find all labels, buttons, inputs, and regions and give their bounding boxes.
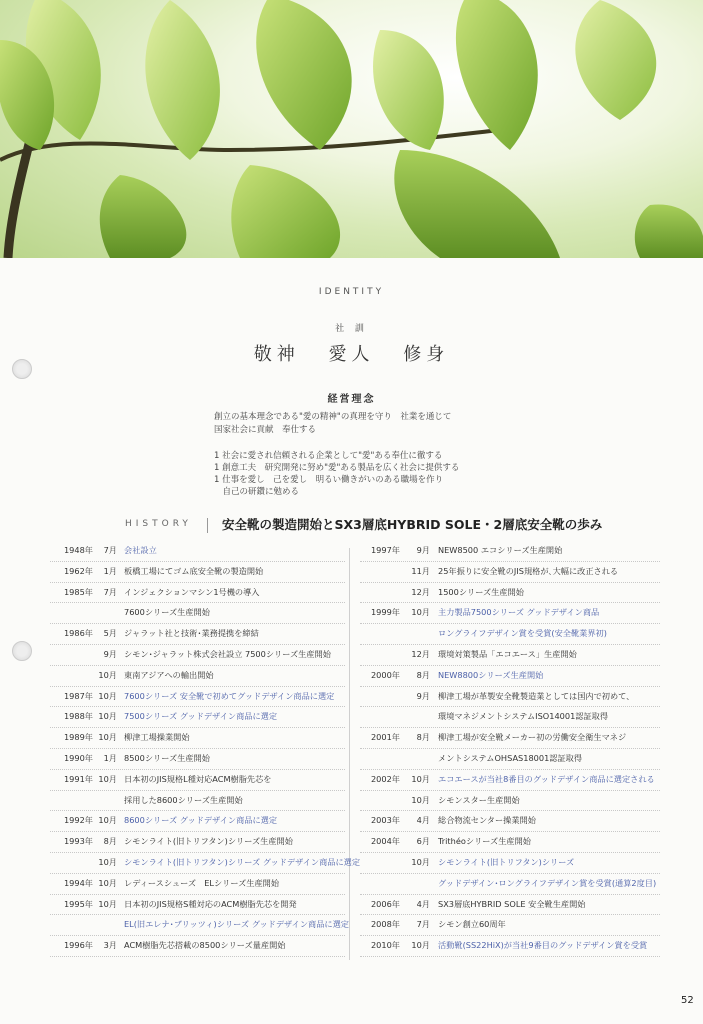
timeline-year: 1962年 (63, 565, 93, 576)
timeline-event: ロングライフデザイン賞を受賞(安全靴業界初) (438, 628, 607, 639)
timeline-row (360, 607, 660, 628)
timeline-month: 9月 (103, 648, 117, 659)
timeline-event: SX3層底HYBRID SOLE 安全靴生産開始 (438, 898, 586, 909)
binder-hole-bottom (12, 641, 32, 661)
timeline-year: 2004年 (370, 836, 400, 847)
timeline-year: 1989年 (63, 732, 93, 743)
timeline-row (50, 691, 345, 712)
timeline-month: 4月 (416, 815, 430, 826)
timeline-month: 10月 (98, 690, 117, 701)
timeline-row (50, 566, 345, 587)
timeline-event: エコエースが当社8番目のグッドデザイン商品に選定される (438, 773, 655, 784)
timeline-month: 12月 (411, 586, 430, 597)
hero-leaf-photo (0, 0, 703, 258)
timeline-row (50, 753, 345, 774)
timeline-row (360, 795, 660, 816)
section-label-identity: IDENTITY (318, 287, 385, 297)
timeline-event: 日本初のJIS規格L種対応ACM樹脂先芯を (124, 773, 272, 784)
timeline-row (360, 919, 660, 940)
timeline-event: 総合物流センター操業開始 (438, 815, 536, 826)
timeline-event: 8600シリーズ グッドデザイン商品に選定 (124, 815, 278, 826)
timeline-row (360, 774, 660, 795)
timeline-year: 2006年 (370, 898, 400, 909)
timeline-month: 12月 (411, 648, 430, 659)
timeline-event: 東南アジアへの輸出開始 (124, 669, 214, 680)
timeline-year: 1995年 (63, 898, 93, 909)
timeline-event: NEW8500 エコシリーズ生産開始 (438, 545, 563, 555)
timeline-row (50, 795, 345, 816)
timeline-event: シモンライト(旧トリフタン)シリーズ グッドデザイン商品に選定 (124, 856, 361, 867)
timeline-row (50, 711, 345, 732)
principle-item: 自己の研鑽に勉める (214, 487, 300, 497)
timeline-year: 2003年 (370, 815, 400, 826)
philosophy-title: 経営理念 (327, 394, 376, 405)
timeline-event: シモン創立60周年 (438, 919, 506, 930)
timeline-event: 日本初のJIS規格S種対応のACM樹脂先芯を開発 (124, 898, 297, 909)
timeline-month: 10月 (411, 794, 430, 805)
timeline-month: 8月 (103, 836, 117, 847)
timeline-row (360, 899, 660, 920)
timeline-event: 柳津工場操業開始 (124, 732, 190, 743)
philosophy-line: 創立の基本理念である"愛の精神"の真理を守り 社業を通じて (214, 412, 452, 422)
timeline-month: 10月 (98, 711, 117, 722)
timeline-month: 10月 (98, 815, 117, 826)
timeline-event: レディースシューズ ELシリーズ生産開始 (124, 877, 280, 888)
timeline-event: 7600シリーズ 安全靴で初めてグッドデザイン商品に選定 (124, 690, 335, 701)
timeline-row (50, 732, 345, 753)
history-divider (207, 518, 208, 533)
timeline-row (360, 878, 660, 899)
timeline-year: 1985年 (63, 586, 93, 597)
timeline-event: 柳津工場が安全靴メーカー初の労働安全衛生マネジ (438, 732, 627, 743)
timeline-row (360, 691, 660, 712)
timeline-year: 1990年 (63, 752, 93, 763)
timeline-event: メントシステムOHSAS18001認証取得 (438, 752, 583, 763)
timeline-month: 11月 (411, 565, 430, 576)
timeline-row (50, 878, 345, 899)
timeline-event: EL(旧エレナ･ブリッツィ)シリーズ グッドデザイン商品に選定 (124, 919, 349, 930)
timeline-month: 7月 (103, 545, 117, 555)
timeline-row (360, 711, 660, 732)
timeline-row (360, 649, 660, 670)
timeline-row (50, 628, 345, 649)
timeline-event: ジャラット社と技術･業務提携を締結 (124, 628, 259, 639)
timeline-year: 1991年 (63, 773, 93, 784)
timeline-row (50, 587, 345, 608)
company-motto: 敬神 愛人 修身 (253, 344, 450, 365)
page-number: 52 (681, 995, 694, 1006)
timeline-row (360, 857, 660, 878)
timeline-event: 環境マネジメントシステムISO14001認証取得 (438, 711, 609, 722)
timeline-row (50, 649, 345, 670)
column-divider (349, 548, 350, 960)
timeline-event: シモンスター生産開始 (438, 794, 520, 805)
timeline-event: 25年振りに安全靴のJIS規格が､大幅に改正される (438, 565, 619, 576)
timeline-month: 10月 (411, 940, 430, 951)
timeline-row (360, 628, 660, 649)
timeline-row (50, 545, 345, 566)
timeline-row (360, 670, 660, 691)
timeline-year: 1994年 (63, 877, 93, 888)
timeline-event: ACM樹脂先芯搭載の8500シリーズ量産開始 (124, 940, 286, 951)
timeline-year: 1997年 (370, 545, 400, 555)
timeline-year: 1992年 (63, 815, 93, 826)
timeline-event: インジェクションマシン1号機の導入 (124, 586, 260, 597)
timeline-month: 10月 (411, 856, 430, 867)
timeline-event: 柳津工場が革製安全靴製造業としては国内で初めて、 (438, 690, 635, 701)
timeline-year: 2001年 (370, 732, 400, 743)
timeline-month: 10月 (411, 607, 430, 618)
timeline-year: 1987年 (63, 690, 93, 701)
timeline-event: 活動靴(SS22HiX)が当社9番目のグッドデザイン賞を受賞 (438, 940, 648, 951)
timeline-row (360, 545, 660, 566)
timeline-month: 7月 (103, 586, 117, 597)
timeline-event: Trithéoシリーズ生産開始 (438, 836, 531, 847)
timeline-event: 環境対策製品「エコエース」生産開始 (438, 648, 577, 659)
leaf-image (0, 0, 703, 258)
timeline-month: 5月 (103, 628, 117, 639)
timeline-year: 2010年 (370, 940, 400, 951)
timeline-month: 10月 (98, 898, 117, 909)
timeline-year: 1993年 (63, 836, 93, 847)
shakun-label: 社 訓 (335, 324, 368, 334)
timeline-month: 7月 (416, 919, 430, 930)
timeline-year: 1948年 (63, 545, 93, 555)
timeline-year: 1986年 (63, 628, 93, 639)
timeline-event: 7500シリーズ グッドデザイン商品に選定 (124, 711, 278, 722)
timeline-month: 9月 (416, 545, 430, 555)
timeline-month: 10月 (98, 856, 117, 867)
timeline-year: 2008年 (370, 919, 400, 930)
philosophy-text (214, 411, 514, 437)
timeline-row (50, 670, 345, 691)
principle-item: 1 創意工夫 研究開発に努め"愛"ある製品を広く社会に提供する (214, 463, 460, 473)
timeline-row (360, 587, 660, 608)
timeline-event: 1500シリーズ生産開始 (438, 586, 524, 597)
timeline-event: 7600シリーズ生産開始 (124, 607, 210, 618)
timeline-year: 2000年 (370, 669, 400, 680)
timeline-month: 1月 (103, 565, 117, 576)
history-left-column (50, 545, 361, 961)
philosophy-line: 国家社会に貢献 奉仕する (214, 425, 317, 435)
timeline-row (50, 815, 345, 836)
timeline-month: 10月 (98, 877, 117, 888)
timeline-event: シモンライト(旧トリフタン)シリーズ生産開始 (124, 836, 293, 847)
timeline-row (360, 836, 660, 857)
history-right-column (360, 545, 660, 961)
timeline-month: 8月 (416, 732, 430, 743)
timeline-event: 8500シリーズ生産開始 (124, 752, 210, 763)
timeline-year: 2002年 (370, 773, 400, 784)
timeline-row (360, 753, 660, 774)
timeline-year: 1988年 (63, 711, 93, 722)
timeline-row (50, 919, 349, 940)
timeline-row (360, 815, 660, 836)
timeline-year: 1999年 (370, 607, 400, 618)
timeline-event: グッドデザイン･ロングライフデザイン賞を受賞(通算2度目) (438, 877, 657, 888)
timeline-month: 3月 (103, 940, 117, 951)
section-label-history: HISTORY (125, 519, 192, 529)
timeline-month: 10月 (411, 773, 430, 784)
principle-item: 1 仕事を愛し 己を愛し 明るい働きがいのある職場を作り (214, 475, 444, 485)
timeline-month: 10月 (98, 732, 117, 743)
timeline-row (50, 940, 345, 961)
timeline-month: 9月 (416, 690, 430, 701)
timeline-month: 10月 (98, 773, 117, 784)
principle-item: 1 社会に愛され信頼される企業として"愛"ある奉仕に徹する (214, 451, 443, 461)
timeline-row (50, 836, 345, 857)
timeline-month: 4月 (416, 898, 430, 909)
timeline-month: 10月 (98, 669, 117, 680)
timeline-event: 板橋工場にてゴム底安全靴の製造開始 (124, 565, 264, 576)
timeline-event: 採用した8600シリーズ生産開始 (124, 794, 243, 805)
timeline-event: NEW8800シリーズ生産開始 (438, 669, 544, 680)
timeline-event: 会社設立 (124, 545, 157, 555)
timeline-year: 1996年 (63, 940, 93, 951)
timeline-month: 1月 (103, 752, 117, 763)
timeline-month: 6月 (416, 836, 430, 847)
timeline-row (360, 940, 660, 961)
timeline-row (360, 732, 660, 753)
timeline-event: シモン･ジャラット株式会社設立 7500シリーズ生産開始 (124, 648, 331, 659)
timeline-row (50, 774, 345, 795)
timeline-row (50, 856, 361, 878)
timeline-row (50, 607, 345, 628)
timeline-row (50, 899, 345, 920)
history-title: 安全靴の製造開始とSX3層底HYBRID SOLE・2層底安全靴の歩み (222, 517, 603, 532)
timeline-row (360, 566, 660, 587)
timeline-event: 主力製品7500シリーズ グッドデザイン商品 (438, 607, 600, 618)
timeline-month: 8月 (416, 669, 430, 680)
philosophy-principles (214, 450, 534, 498)
timeline-event: シモンライト(旧トリフタン)シリーズ (438, 856, 575, 867)
